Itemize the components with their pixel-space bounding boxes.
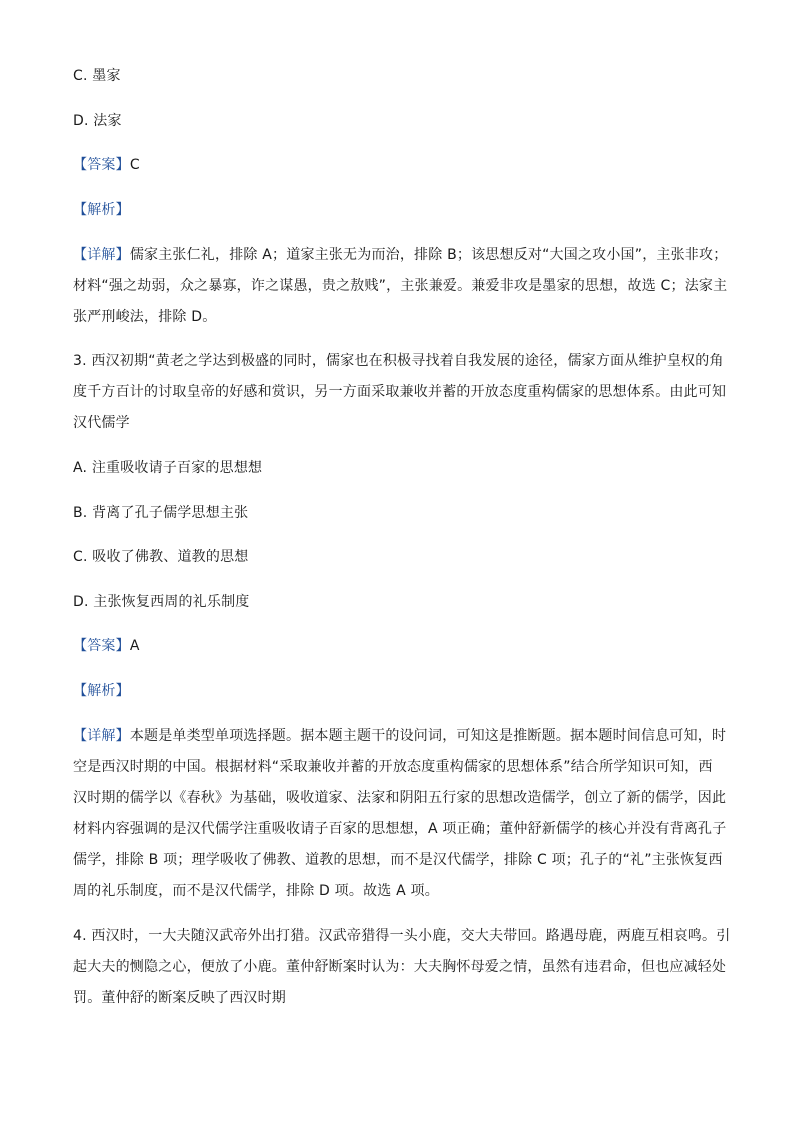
q3-option-c: C. 吸收了佛教、道教的思想 (73, 549, 249, 565)
detail-tag: 【详解】 (73, 247, 130, 263)
q2-detail-line-3: 张严刑峻法，排除 D。 (73, 309, 217, 325)
q2-option-c: C. 墨家 (73, 68, 121, 84)
detail-tag: 【详解】 (73, 728, 130, 744)
answer-tag: 【答案】 (73, 638, 130, 654)
q2-analysis-tag: 【解析】 (73, 202, 130, 218)
q3-option-d: D. 主张恢复西周的礼乐制度 (73, 594, 250, 610)
q3-detail-line-4: 材料内容强调的是汉代儒学注重吸收请子百家的思想想，A 项正确；董仲舒新儒学的核心并没有背离孔子 (73, 821, 727, 837)
answer-value: C (129, 157, 140, 173)
q4-stem-line-1: 4. 西汉时，一大夫随汉武帝外出打猎。汉武帝猎得一头小鹿，交大夫带回。路遇母鹿，两鹿互相哀鸣。引 (73, 928, 731, 944)
q2-answer (73, 155, 140, 175)
q3-detail-line-1 (73, 726, 726, 746)
q3-detail-line-6: 周的礼乐制度，而不是汉代儒学，排除 D 项。故选 A 项。 (73, 883, 439, 899)
answer-value: A (129, 638, 140, 654)
q3-stem-line-1: 3. 西汉初期“黄老之学达到极盛的同时，儒家也在积极寻找着自我发展的途径，儒家方面从维护皇权的角 (73, 353, 724, 369)
q2-detail-line-2: 材料“强之劫弱，众之暴寡，诈之谋愚，贵之敖贱”，主张兼爱。兼爱非攻是墨家的思想，故选 C；法家主 (73, 278, 728, 294)
q3-option-a: A. 注重吸收请子百家的思想想 (73, 460, 263, 476)
detail-text: 本题是单类型单项选择题。据本题主题干的设问词，可知这是推断题。据本题时间信息可知，时 (129, 728, 727, 744)
q3-analysis-tag: 【解析】 (73, 683, 130, 699)
answer-tag: 【答案】 (73, 157, 130, 173)
q3-answer (73, 636, 140, 656)
q3-detail-line-5: 儒学，排除 B 项；理学吸收了佛教、道教的思想，而不是汉代儒学，排除 C 项；孔子的“礼”主张恢复西 (73, 852, 723, 868)
q4-stem-line-2: 起大夫的恻隐之心，便放了小鹿。董仲舒断案时认为：大夫胸怀母爱之情，虽然有违君命，但也应减轻处 (73, 959, 727, 975)
q2-option-d: D. 法家 (73, 113, 122, 129)
q4-stem-line-3: 罚。董仲舒的断案反映了西汉时期 (73, 990, 286, 1006)
detail-text: 儒家主张仁礼，排除 A；道家主张无为而治，排除 B；该思想反对“大国之攻小国”，主张非攻； (129, 247, 728, 263)
q3-option-b: B. 背离了孔子儒学思想主张 (73, 505, 249, 521)
q3-stem-line-2: 度千方百计的讨取皇帝的好感和赏识，另一方面采取兼收并蓄的开放态度重构儒家的思想体系。由此可知 (73, 384, 727, 400)
q3-detail-line-2: 空是西汉时期的中国。根据材料“采取兼收并蓄的开放态度重构儒家的思想体系”结合所学知识可知，西 (73, 759, 713, 775)
q3-detail-line-3: 汉时期的儒学以《春秋》为基础，吸收道家、法家和阴阳五行家的思想改造儒学，创立了新的儒学，因此 (73, 790, 727, 806)
q2-detail-line-1 (73, 245, 727, 265)
q3-stem-line-3: 汉代儒学 (73, 415, 130, 431)
